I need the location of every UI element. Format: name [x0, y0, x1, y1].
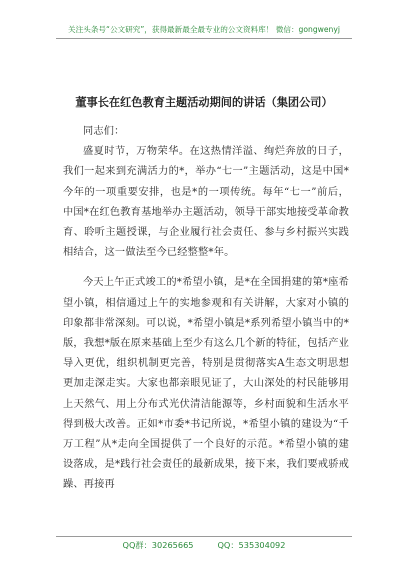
document-title: 董事长在红色教育主题活动期间的讲话（集团公司） — [75, 96, 333, 109]
salutation: 同志们： — [83, 126, 125, 137]
footer-qq: QQ：535304092 — [217, 540, 286, 550]
header-banner: 关注头条号“公文研究”，获得最新最全最专业的公文资料库！ 微信：gongwenyj — [68, 25, 340, 34]
footer-qq-group: QQ群：30265665 — [122, 540, 194, 550]
paragraph-1: 盛夏时节，万物荣华。在这热情洋溢、绚烂奔放的日子，我们一起来到充满活力的*，举办“七一”主题活动，这是中国*今年的一项重要安排，也是*的一项传统。每年“七一”前后，中国*在红色教育基地举办主题活动，领导干部实地接受革命教育、聆听主题授课，与企业履行社会责任、参与乡村振兴实践相结合，这一做法至今已经整整*年。 — [63, 146, 349, 259]
paragraph-2: 今天上午正式竣工的*希望小镇，是*在全国捐建的第*座希望小镇，相信通过上午的实地参观和有关讲解，大家对小镇的印象都非常深刻。可以说，*希望小镇是*系列希望小镇当中的*版，我想*版在原来基础上至少有这么几个新的特征，包括产业导入更优，组织机制更完善，特别是贯彻落实A生态文明思想更加走深走实。大家也都亲眼见证了，大山深处的村民能够用上天然气、用上分布式光伏清洁能源等，乡村面貌和生活水平得到极大改善。正如*市委*书记所说，*希望小镇的建设为“千万工程”从*走向全国提供了一个良好的示范。*希望小镇的建设落成，是*践行社会责任的最新成果，接下来，我们要戒骄戒躁、再接再 — [63, 277, 349, 491]
footer — [0, 540, 408, 551]
header-divider — [56, 38, 352, 39]
document-body — [63, 122, 349, 506]
footer-divider — [56, 536, 352, 537]
